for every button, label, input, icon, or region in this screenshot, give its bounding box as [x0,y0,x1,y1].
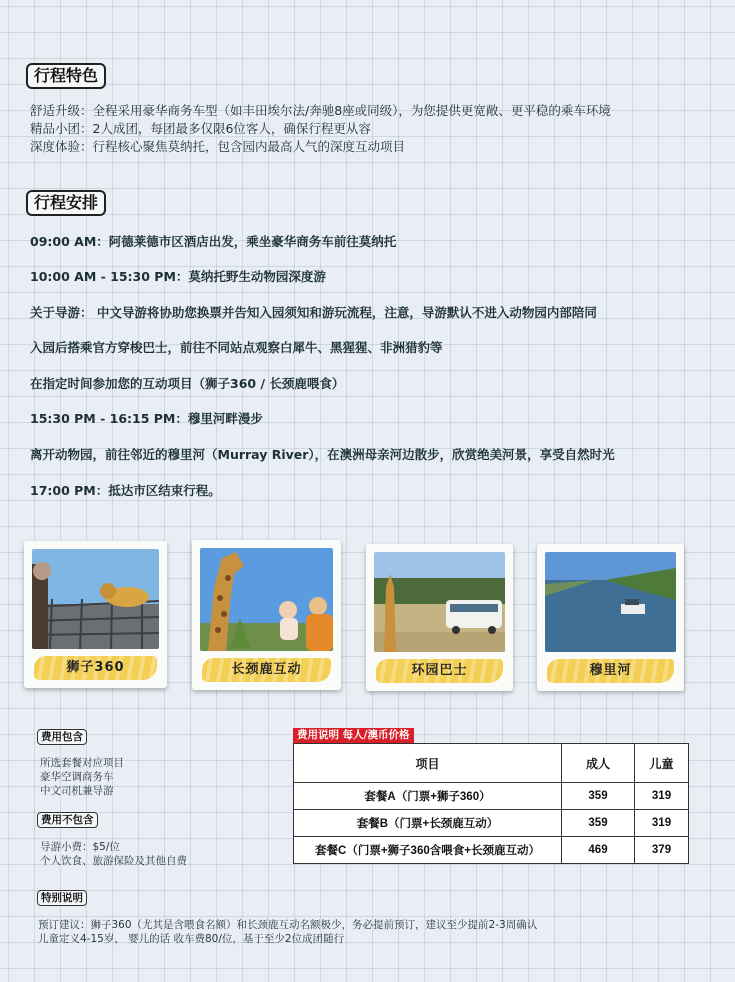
schedule-item: 15:30 PM - 16:15 PM：穆里河畔漫步 [30,411,263,426]
excluded-item: 个人饮食、旅游保险及其他自费 [40,855,187,867]
photo-card-lion [24,541,167,688]
included-list [40,756,124,798]
note-line: 预订建议：狮子360（尤其是含喂食名额）和长颈鹿互动名额极少，务必提前预订，建议至少提前2-3周确认 [38,919,538,931]
adult-price: 359 [562,783,635,810]
header-adult: 成人 [562,744,635,783]
header-item: 项目 [294,744,562,783]
package-name: 套餐A（门票+狮子360） [294,783,562,810]
schedule-item: 17:00 PM：抵达市区结束行程。 [30,483,221,498]
pricing-badge: 费用说明 每人/澳币价格 [293,728,414,743]
excluded-list [40,840,187,868]
included-label: 费用包含 [37,729,87,745]
photo-caption: 长颈鹿互动 [202,658,331,682]
features-list [30,102,611,156]
photo-caption: 狮子360 [34,656,157,680]
feature-item: 精品小团：2人成团，每团最多仅限6位客人，确保行程更从容 [30,121,371,136]
child-price: 319 [635,783,689,810]
excluded-label: 费用不包含 [37,812,98,828]
schedule-item: 离开动物园，前往邻近的穆里河（Murray River），在澳洲母亲河边散步，欣赏绝美河景，享受自然时光 [30,447,615,462]
feature-item: 舒适升级：全程采用豪华商务车型（如丰田埃尔法/奔驰8座或同级），为您提供更宽敞、更平稳的乘车环境 [30,103,611,118]
included-item: 豪华空调商务车 [40,771,114,783]
schedule-item: 10:00 AM - 15:30 PM：莫纳托野生动物园深度游 [30,269,326,284]
photo-card-bus [366,544,513,691]
table-row [294,810,689,837]
notes-list [38,918,537,946]
photo-caption: 环园巴士 [376,659,503,683]
schedule-item: 入园后搭乘官方穿梭巴士，前往不同站点观察白犀牛、黑猩猩、非洲猎豹等 [30,340,443,355]
note-line: 儿童定义4-15岁， 婴儿的话 收车费80/位，基于至少2位成团随行 [38,933,345,945]
table-row [294,837,689,864]
bus-photo [374,552,505,652]
excluded-item: 导游小费：$5/位 [40,841,120,853]
feature-item: 深度体验：行程核心聚焦莫纳托，包含园内最高人气的深度互动项目 [30,139,406,154]
child-price: 379 [635,837,689,864]
schedule-item: 09:00 AM：阿德莱德市区酒店出发，乘坐豪华商务车前往莫纳托 [30,234,397,249]
package-name: 套餐B（门票+长颈鹿互动） [294,810,562,837]
river-photo [545,552,676,652]
included-item: 中文司机兼导游 [40,785,114,797]
photo-card-river [537,544,684,691]
photo-card-giraffe [192,540,341,690]
table-row [294,783,689,810]
giraffe-photo [200,548,333,651]
adult-price: 359 [562,810,635,837]
schedule-item: 在指定时间参加您的互动项目（狮子360 / 长颈鹿喂食） [30,376,345,391]
schedule-title: 行程安排 [26,190,106,216]
lion-photo [32,549,159,649]
header-child: 儿童 [635,744,689,783]
included-item: 所选套餐对应项目 [40,757,124,769]
photo-caption: 穆里河 [547,659,674,683]
pricing-table [293,743,689,864]
adult-price: 469 [562,837,635,864]
table-header-row [294,744,689,783]
features-title: 行程特色 [26,63,106,89]
child-price: 319 [635,810,689,837]
notes-label: 特别说明 [37,890,87,906]
schedule-item: 关于导游： 中文导游将协助您换票并告知入园须知和游玩流程，注意，导游默认不进入动物园内部陪同 [30,305,597,320]
package-name: 套餐C（门票+狮子360含喂食+长颈鹿互动） [294,837,562,864]
